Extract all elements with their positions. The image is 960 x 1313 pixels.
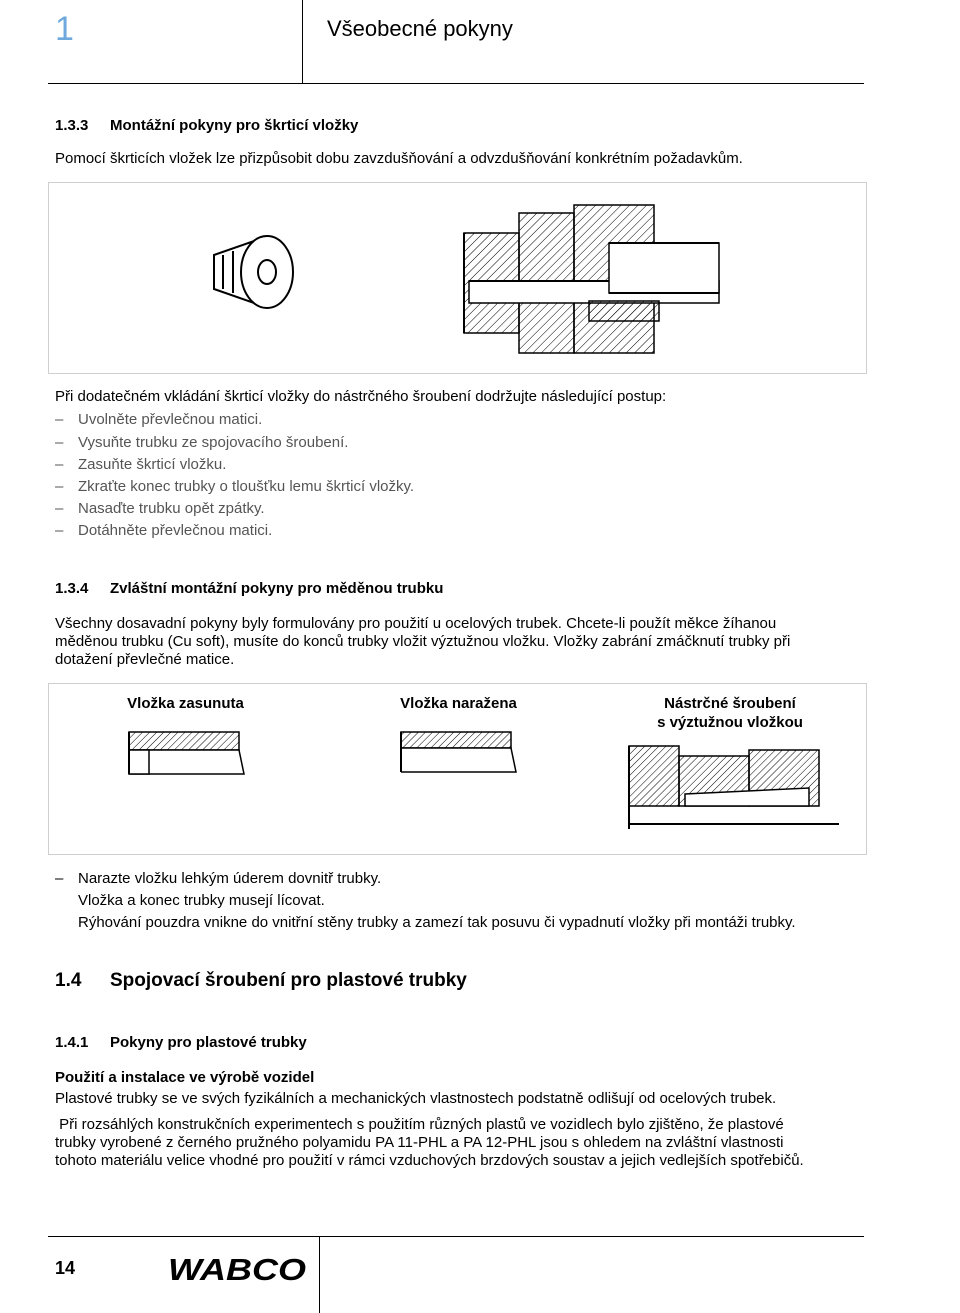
paragraph-line: tohoto materiálu velice vhodné pro použití v rámci vzduchových brzdových soustav a jejich vedlejších spotřebičů. <box>55 1152 804 1169</box>
list-item: – Vysuňte trubku ze spojovacího šroubení. <box>55 434 349 451</box>
throttle-insert-drawing <box>49 183 866 373</box>
insert-inserted-drawing <box>129 732 244 774</box>
section-title: Spojovací šroubení pro plastové trubky <box>110 970 467 991</box>
section-title: Pokyny pro plastové trubky <box>110 1034 307 1051</box>
logo-text: WABCO <box>168 1252 306 1286</box>
list-item: – Zasuňte škrticí vložku. <box>55 456 227 473</box>
section-heading-1-3-3 <box>55 117 358 134</box>
section-title: Montážní pokyny pro škrticí vložky <box>110 117 359 134</box>
intro-paragraph: Pomocí škrticích vložek lze přizpůsobit dobu zavzdušňování a odvzdušňování konkrétním požadavkům. <box>55 150 743 167</box>
footer-rule <box>48 1236 864 1237</box>
subheading: Použití a instalace ve výrobě vozidel <box>55 1069 315 1086</box>
figure-throttle-insert <box>48 182 867 374</box>
header-rule <box>48 83 864 84</box>
note-line: Vložka a konec trubky musejí lícovat. <box>78 892 325 909</box>
paragraph-line: Všechny dosavadní pokyny byly formulovány pro použití u ocelových trubek. Chcete-li použít měkce žíhanou <box>55 615 777 632</box>
chapter-title: Všeobecné pokyny <box>327 16 513 41</box>
figure-reinforcement-insert <box>48 683 867 855</box>
footer-divider <box>319 1236 320 1313</box>
paragraph-line: Plastové trubky se ve svých fyzikálních a mechanických vlastnostech podstatně odlišují od ocelových trubek. <box>55 1090 777 1107</box>
chapter-number: 1 <box>55 10 74 48</box>
section-number: 1.4 <box>55 970 82 991</box>
list-item: – Zkraťte konec trubky o tloušťku lemu škrticí vložky. <box>55 478 415 495</box>
list-item: – Narazte vložku lehkým úderem dovnitř trubky. <box>55 870 382 887</box>
insert-driven-drawing <box>401 732 516 772</box>
section-heading-1-3-4 <box>55 580 443 597</box>
paragraph-line: dotažení převlečné matice. <box>55 651 235 668</box>
paragraph-line: měděnou trubku (Cu soft), musíte do konců trubky vložit výztužnou vložku. Vložky zabrání zmáčknutí trubky při <box>55 633 791 650</box>
fitting-with-insert-drawing <box>629 746 839 829</box>
reinforcement-drawings <box>49 684 866 854</box>
page-number: 14 <box>55 1258 76 1278</box>
section-number: 1.3.4 <box>55 580 89 597</box>
header-divider <box>302 0 303 84</box>
section-number: 1.4.1 <box>55 1034 89 1051</box>
section-heading-1-4 <box>55 970 467 992</box>
section-heading-1-4-1 <box>55 1034 307 1051</box>
list-item: – Nasaďte trubku opět zpátky. <box>55 500 265 517</box>
throttle-insert-part <box>214 236 293 308</box>
figure-caption-inserted: Vložka zasunuta <box>127 695 244 712</box>
section-title: Zvláštní montážní pokyny pro měděnou trubku <box>110 580 444 597</box>
paragraph-line: Při rozsáhlých konstrukčních experimentech s použitím různých plastů ve vozidlech bylo zjištěno, že plastové <box>55 1116 784 1133</box>
figure-caption-driven: Vložka naražena <box>400 695 517 712</box>
note-line: Rýhování pouzdra vnikne do vnitřní stěny trubky a zamezí tak posuvu či vypadnutí vložky při montáži trubky. <box>78 914 796 931</box>
figure-caption-fitting: Nástrčné šroubení s výztužnou vložkou <box>657 695 803 731</box>
wabco-logo <box>167 1252 307 1286</box>
section-number: 1.3.3 <box>55 117 89 134</box>
list-item: – Dotáhněte převlečnou matici. <box>55 522 273 539</box>
list-item: – Uvolněte převlečnou matici. <box>55 411 263 428</box>
paragraph-line: trubky vyrobené z černého pružného polyamidu PA 11-PHL a PA 12-PHL jsou s ohledem na zvláštní vlastnosti <box>55 1134 784 1151</box>
fitting-cross-section <box>464 205 719 353</box>
steps-intro: Při dodatečném vkládání škrticí vložky do nástrčného šroubení dodržujte následující postup: <box>55 388 667 405</box>
